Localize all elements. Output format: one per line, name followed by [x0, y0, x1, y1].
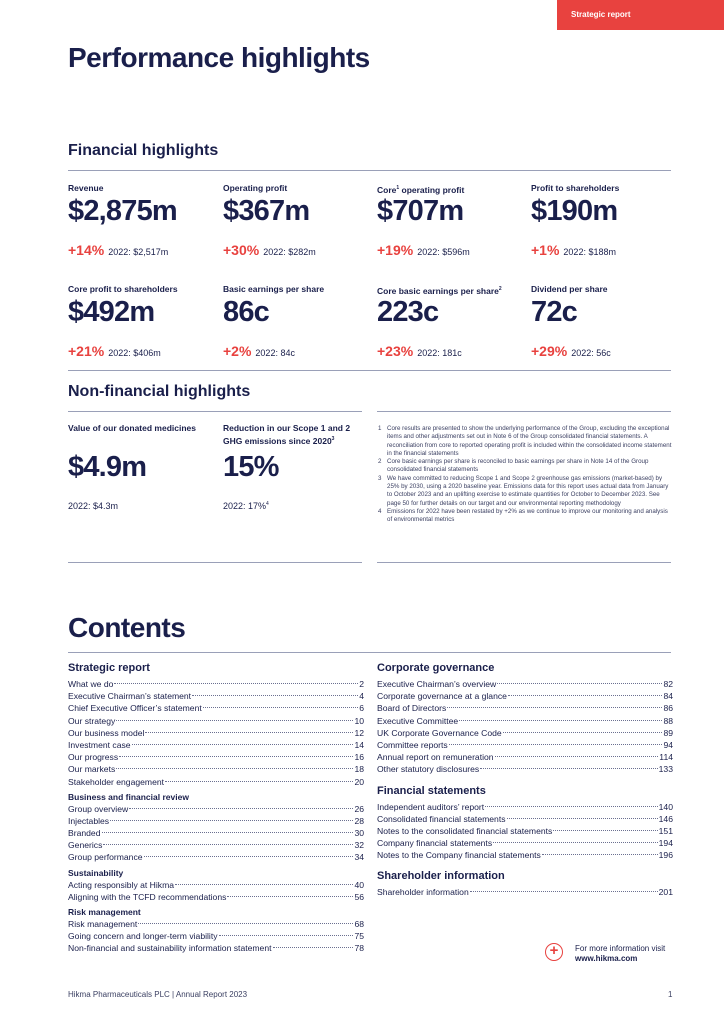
- contents-entry-title: Aligning with the TCFD recommendations: [68, 891, 227, 902]
- kpi-card: [68, 423, 208, 518]
- contents-entry-title: Executive Chairman’s statement: [68, 691, 192, 702]
- contents-entry-page: 146: [658, 813, 673, 824]
- contents-entry-title: Corporate governance at a glance: [377, 691, 507, 702]
- dot-leader: [508, 695, 662, 696]
- divider: [377, 562, 671, 563]
- contents-entry-page: 88: [663, 715, 673, 726]
- contents-entry-title: Branded: [68, 828, 101, 839]
- kpi-change-percent: +19%: [377, 242, 414, 258]
- contents-entry[interactable]: [377, 702, 673, 714]
- kpi-label: Operating profit: [223, 183, 288, 193]
- footnote: [378, 425, 674, 458]
- kpi-value: 72c: [531, 296, 577, 328]
- contents-entry-page: 140: [658, 801, 673, 812]
- contents-entry-page: 26: [354, 803, 364, 814]
- kpi-label: Revenue: [68, 183, 104, 193]
- kpi-prior-text: 2022: 17%: [223, 501, 267, 511]
- dot-leader: [116, 768, 353, 769]
- footnote-ref: 4: [266, 501, 269, 507]
- financial-highlights-heading: Financial highlights: [68, 142, 219, 159]
- kpi-change: [377, 242, 470, 258]
- kpi-prior-year: 2022: 181c: [417, 348, 462, 358]
- contents-entry[interactable]: [377, 886, 673, 898]
- contents-entry[interactable]: [68, 776, 364, 788]
- kpi-label-text: Value of our donated medicines: [68, 423, 196, 433]
- kpi-card: [377, 183, 527, 263]
- footnote-ref: 2: [498, 286, 502, 292]
- contents-entry-title: Generics: [68, 840, 103, 851]
- kpi-change-percent: +30%: [223, 242, 260, 258]
- contents-entry-page: 32: [354, 840, 364, 851]
- contents-subsection-heading: Business and financial review: [68, 791, 189, 802]
- kpi-value: $367m: [223, 195, 310, 227]
- contents-entry-title: Acting responsibly at Hikma: [68, 879, 175, 890]
- kpi-card: [531, 183, 681, 263]
- footnote-ref: 1: [396, 185, 400, 191]
- contents-entry-page: 201: [658, 887, 673, 898]
- contents-entry-page: 196: [658, 850, 673, 861]
- contents-entry-page: 30: [354, 828, 364, 839]
- footnote: [378, 508, 674, 525]
- kpi-prior-year: 2022: $282m: [263, 247, 316, 257]
- divider: [68, 370, 671, 371]
- contents-entry-page: 14: [354, 739, 364, 750]
- contents-entry-title: Independent auditors’ report: [377, 801, 485, 812]
- footnote-number: 2: [378, 458, 382, 466]
- page-title: Performance highlights: [68, 42, 370, 73]
- dot-leader: [219, 935, 354, 936]
- kpi-label: Basic earnings per share: [223, 284, 325, 294]
- contents-entry-page: 82: [663, 679, 673, 689]
- contents-entry-title: Our markets: [68, 764, 116, 775]
- contents-entry-page: 94: [663, 739, 673, 750]
- kpi-value: 86c: [223, 296, 269, 328]
- contents-entry-title: Risk management: [68, 919, 138, 929]
- contents-entry-page: 133: [658, 764, 673, 775]
- contents-entry[interactable]: [68, 851, 364, 863]
- kpi-value: 15%: [223, 451, 279, 483]
- contents-entry-title: Chief Executive Officer’s statement: [68, 703, 202, 714]
- contents-entry[interactable]: [68, 918, 364, 930]
- dot-leader: [110, 820, 353, 821]
- kpi-label: [377, 183, 527, 196]
- kpi-prior-year: 2022: $596m: [417, 247, 470, 257]
- footnote-text: Core results are presented to show the underlying performance of the Group, excluding the exceptional items and other adjustments set out in Note 6 of the Group consolidated financial statements. A reconciliation from core to reported operating profit is included within the consolidated income statement in the financial statements: [387, 425, 672, 457]
- kpi-card: [531, 284, 681, 364]
- contents-entry-page: 75: [354, 931, 364, 942]
- kpi-value: $4.9m: [68, 451, 147, 483]
- kpi-change: [68, 242, 168, 258]
- kpi-change-percent: +2%: [223, 343, 252, 359]
- contents-entry[interactable]: [68, 715, 364, 727]
- dot-leader: [459, 720, 662, 721]
- kpi-value: $707m: [377, 195, 464, 227]
- dot-leader: [203, 707, 358, 708]
- kpi-card: [223, 284, 373, 364]
- contents-entry-page: 10: [354, 715, 364, 726]
- dot-leader: [129, 808, 353, 809]
- kpi-change: [68, 343, 161, 359]
- contents-section-heading: Shareholder information: [377, 870, 505, 883]
- divider: [68, 170, 671, 171]
- contents-entry-page: 194: [658, 838, 673, 849]
- section-tab: Strategic report: [557, 0, 724, 30]
- contents-entry[interactable]: [68, 803, 364, 815]
- dot-leader: [192, 695, 358, 696]
- kpi-change-percent: +29%: [531, 343, 568, 359]
- contents-entry-title: Our business model: [68, 727, 145, 738]
- contents-entry[interactable]: [68, 690, 364, 702]
- dot-leader: [497, 683, 662, 684]
- contents-left-column: [68, 662, 364, 955]
- dot-leader: [503, 732, 663, 733]
- footnotes: [378, 425, 674, 525]
- kpi-value: $492m: [68, 296, 155, 328]
- contents-entry[interactable]: [68, 827, 364, 839]
- dot-leader: [144, 856, 354, 857]
- dot-leader: [145, 732, 353, 733]
- divider: [377, 411, 671, 412]
- kpi-prior-year: 2022: 84c: [255, 348, 295, 358]
- contents-entry[interactable]: [377, 751, 673, 763]
- contents-entry-page: 84: [663, 691, 673, 702]
- contents-entry-title: Non-financial and sustainability information statement: [68, 943, 272, 954]
- contents-section-heading: Financial statements: [377, 784, 486, 797]
- page-number: 1: [668, 990, 673, 999]
- footnote: [378, 475, 674, 508]
- kpi-label: [223, 423, 363, 447]
- contents-entry[interactable]: [68, 879, 364, 891]
- contents-entry-page: 18: [354, 764, 364, 775]
- kpi-card: [223, 183, 373, 263]
- contents-entry-page: 89: [663, 727, 673, 738]
- dot-leader: [138, 923, 353, 924]
- contents-entry[interactable]: [377, 690, 673, 702]
- contents-entry-title: Our progress: [68, 752, 119, 763]
- contents-entry[interactable]: [377, 813, 673, 825]
- kpi-change: [531, 343, 611, 359]
- dot-leader: [116, 720, 353, 721]
- kpi-change: [377, 343, 462, 359]
- more-info-text: For more information visit: [575, 944, 666, 953]
- divider: [68, 652, 671, 653]
- dot-leader: [103, 844, 353, 845]
- dot-leader: [165, 781, 353, 782]
- contents-entry-title: Stakeholder engagement: [68, 776, 165, 787]
- contents-entry-title: Annual report on remuneration: [377, 752, 494, 763]
- divider: [68, 562, 362, 563]
- contents-entry-title: Committee reports: [377, 739, 448, 750]
- footnote-text: Core basic earnings per share is reconciled to basic earnings per share in Note 14 of the Group consolidated financial statements: [387, 458, 649, 474]
- kpi-change-percent: +14%: [68, 242, 105, 258]
- contents-entry-title: Consolidated financial statements: [377, 813, 506, 824]
- kpi-value: $190m: [531, 195, 618, 227]
- contents-entry-title: Board of Directors: [377, 703, 447, 714]
- contents-entry[interactable]: [68, 739, 364, 751]
- contents-entry-title: Company financial statements: [377, 838, 493, 849]
- dot-leader: [485, 806, 657, 807]
- contents-section-heading: Strategic report: [68, 662, 150, 674]
- contents-entry[interactable]: [68, 930, 364, 942]
- plus-circle-icon: +: [545, 943, 563, 961]
- dot-leader: [114, 683, 358, 684]
- kpi-prior-year: 2022: 56c: [571, 348, 611, 358]
- kpi-label: Profit to shareholders: [531, 183, 620, 193]
- contents-entry-page: 28: [354, 815, 364, 826]
- footer-publication: Hikma Pharmaceuticals PLC | Annual Report 2023: [68, 990, 248, 999]
- kpi-label: Core profit to shareholders: [68, 284, 178, 294]
- kpi-label-text: Core: [377, 184, 397, 195]
- contents-subsection-heading: Sustainability: [68, 867, 124, 878]
- kpi-card: [68, 284, 218, 364]
- kpi-prior-year: [223, 501, 269, 511]
- kpi-label-text: Core basic earnings per share: [377, 285, 499, 296]
- contents-entry[interactable]: [68, 763, 364, 775]
- contents-entry-page: 4: [359, 691, 364, 702]
- contents-entry-title: Executive Committee: [377, 715, 459, 726]
- contents-title: Contents: [68, 612, 186, 643]
- contents-entry[interactable]: [68, 942, 364, 954]
- contents-entry[interactable]: [377, 739, 673, 751]
- dot-leader: [227, 896, 353, 897]
- dot-leader: [493, 842, 658, 843]
- contents-entry-page: 151: [658, 825, 673, 836]
- contents-section-heading: Corporate governance: [377, 662, 495, 674]
- divider: [68, 411, 362, 412]
- dot-leader: [542, 854, 658, 855]
- contents-entry-title: Investment case: [68, 739, 131, 750]
- dot-leader: [507, 818, 658, 819]
- website-link[interactable]: www.hikma.com: [575, 954, 638, 963]
- contents-entry[interactable]: [377, 837, 673, 849]
- kpi-prior-year: 2022: $406m: [108, 348, 161, 358]
- kpi-change: [531, 242, 616, 258]
- contents-entry[interactable]: [377, 715, 673, 727]
- kpi-label-text: operating profit: [399, 184, 465, 195]
- contents-entry-title: Group performance: [68, 852, 143, 863]
- contents-entry-title: UK Corporate Governance Code: [377, 727, 502, 738]
- contents-entry-page: 6: [359, 703, 364, 714]
- contents-entry-page: 40: [354, 879, 364, 890]
- contents-entry-page: 2: [359, 679, 364, 689]
- contents-entry[interactable]: [68, 839, 364, 851]
- kpi-change: [223, 343, 295, 359]
- footnote-number: 4: [378, 507, 382, 515]
- contents-right-column: [377, 662, 673, 899]
- contents-entry-title: Injectables: [68, 815, 110, 826]
- contents-entry-title: Executive Chairman’s overview: [377, 679, 497, 689]
- contents-entry-title: Notes to the consolidated financial statements: [377, 825, 553, 836]
- contents-entry[interactable]: [377, 727, 673, 739]
- dot-leader: [449, 744, 663, 745]
- dot-leader: [102, 832, 354, 833]
- dot-leader: [119, 756, 353, 757]
- contents-entry-title: What we do: [68, 679, 114, 689]
- contents-entry-page: 12: [354, 727, 364, 738]
- dot-leader: [273, 947, 354, 948]
- kpi-label: [377, 284, 527, 297]
- non-financial-highlights-heading: Non-financial highlights: [68, 383, 251, 400]
- contents-entry-page: 56: [354, 891, 364, 902]
- kpi-change: [223, 242, 316, 258]
- contents-entry-title: Our strategy: [68, 715, 116, 726]
- contents-entry-page: 86: [663, 703, 673, 714]
- kpi-value: 223c: [377, 296, 439, 328]
- footnote-number: 3: [378, 474, 382, 482]
- kpi-prior-year: 2022: $2,517m: [108, 247, 169, 257]
- contents-entry-page: 78: [354, 943, 364, 954]
- dot-leader: [175, 884, 353, 885]
- footnote-text: Emissions for 2022 have been restated by +2% as we continue to improve our monitoring and analysis of environmental metrics: [387, 507, 668, 524]
- footnote-text: We have committed to reducing Scope 1 and Scope 2 greenhouse gas emissions (market-based) by 25% by 2030, using a 2020 baseline year. Emissions data for this report uses actual data from January to October 2023 and an uplifting exercise to estimate quantities for October to December 2023. See page 50 for further details on our target and our environmental reporting methodology: [387, 474, 669, 507]
- contents-entry-page: 34: [354, 852, 364, 863]
- contents-entry[interactable]: [68, 815, 364, 827]
- contents-entry[interactable]: [377, 801, 673, 813]
- contents-entry-title: Notes to the Company financial statements: [377, 850, 541, 861]
- contents-entry-title: Other statutory disclosures: [377, 764, 480, 775]
- kpi-change-percent: +1%: [531, 242, 560, 258]
- contents-entry-title: Group overview: [68, 803, 129, 814]
- contents-entry[interactable]: [68, 727, 364, 739]
- kpi-label: [68, 423, 208, 434]
- kpi-change-percent: +23%: [377, 343, 414, 359]
- footnote: [378, 458, 674, 475]
- dot-leader: [132, 744, 354, 745]
- kpi-card: [223, 423, 363, 518]
- contents-entry[interactable]: [377, 825, 673, 837]
- contents-entry-page: 16: [354, 752, 364, 763]
- contents-entry[interactable]: [68, 891, 364, 903]
- dot-leader: [495, 756, 659, 757]
- contents-entry-title: Shareholder information: [377, 887, 469, 898]
- contents-subsection-heading: Risk management: [68, 907, 141, 917]
- kpi-label-text: Reduction in our Scope 1 and 2 GHG emissions since 2020: [223, 423, 351, 446]
- kpi-card: [68, 183, 218, 263]
- kpi-change-percent: +21%: [68, 343, 105, 359]
- contents-entry-title: Going concern and longer-term viability: [68, 931, 218, 942]
- footnote-number: 1: [378, 425, 382, 432]
- kpi-prior-year: [68, 501, 118, 511]
- contents-entry[interactable]: [377, 849, 673, 861]
- contents-entry[interactable]: [68, 678, 364, 690]
- contents-entry[interactable]: [68, 702, 364, 714]
- contents-entry-page: 68: [354, 919, 364, 929]
- dot-leader: [470, 891, 658, 892]
- contents-entry-page: 20: [354, 776, 364, 787]
- contents-entry-page: 114: [659, 752, 673, 763]
- contents-entry[interactable]: [377, 678, 673, 690]
- kpi-value: $2,875m: [68, 195, 177, 227]
- dot-leader: [447, 707, 662, 708]
- contents-entry[interactable]: [377, 763, 673, 775]
- kpi-label: Dividend per share: [531, 284, 608, 294]
- dot-leader: [480, 768, 657, 769]
- kpi-prior-text: 2022: $4.3m: [68, 501, 119, 511]
- kpi-card: [377, 284, 527, 364]
- dot-leader: [553, 830, 657, 831]
- contents-entry[interactable]: [68, 751, 364, 763]
- kpi-prior-year: 2022: $188m: [563, 247, 616, 257]
- footnote-ref: 3: [331, 436, 335, 442]
